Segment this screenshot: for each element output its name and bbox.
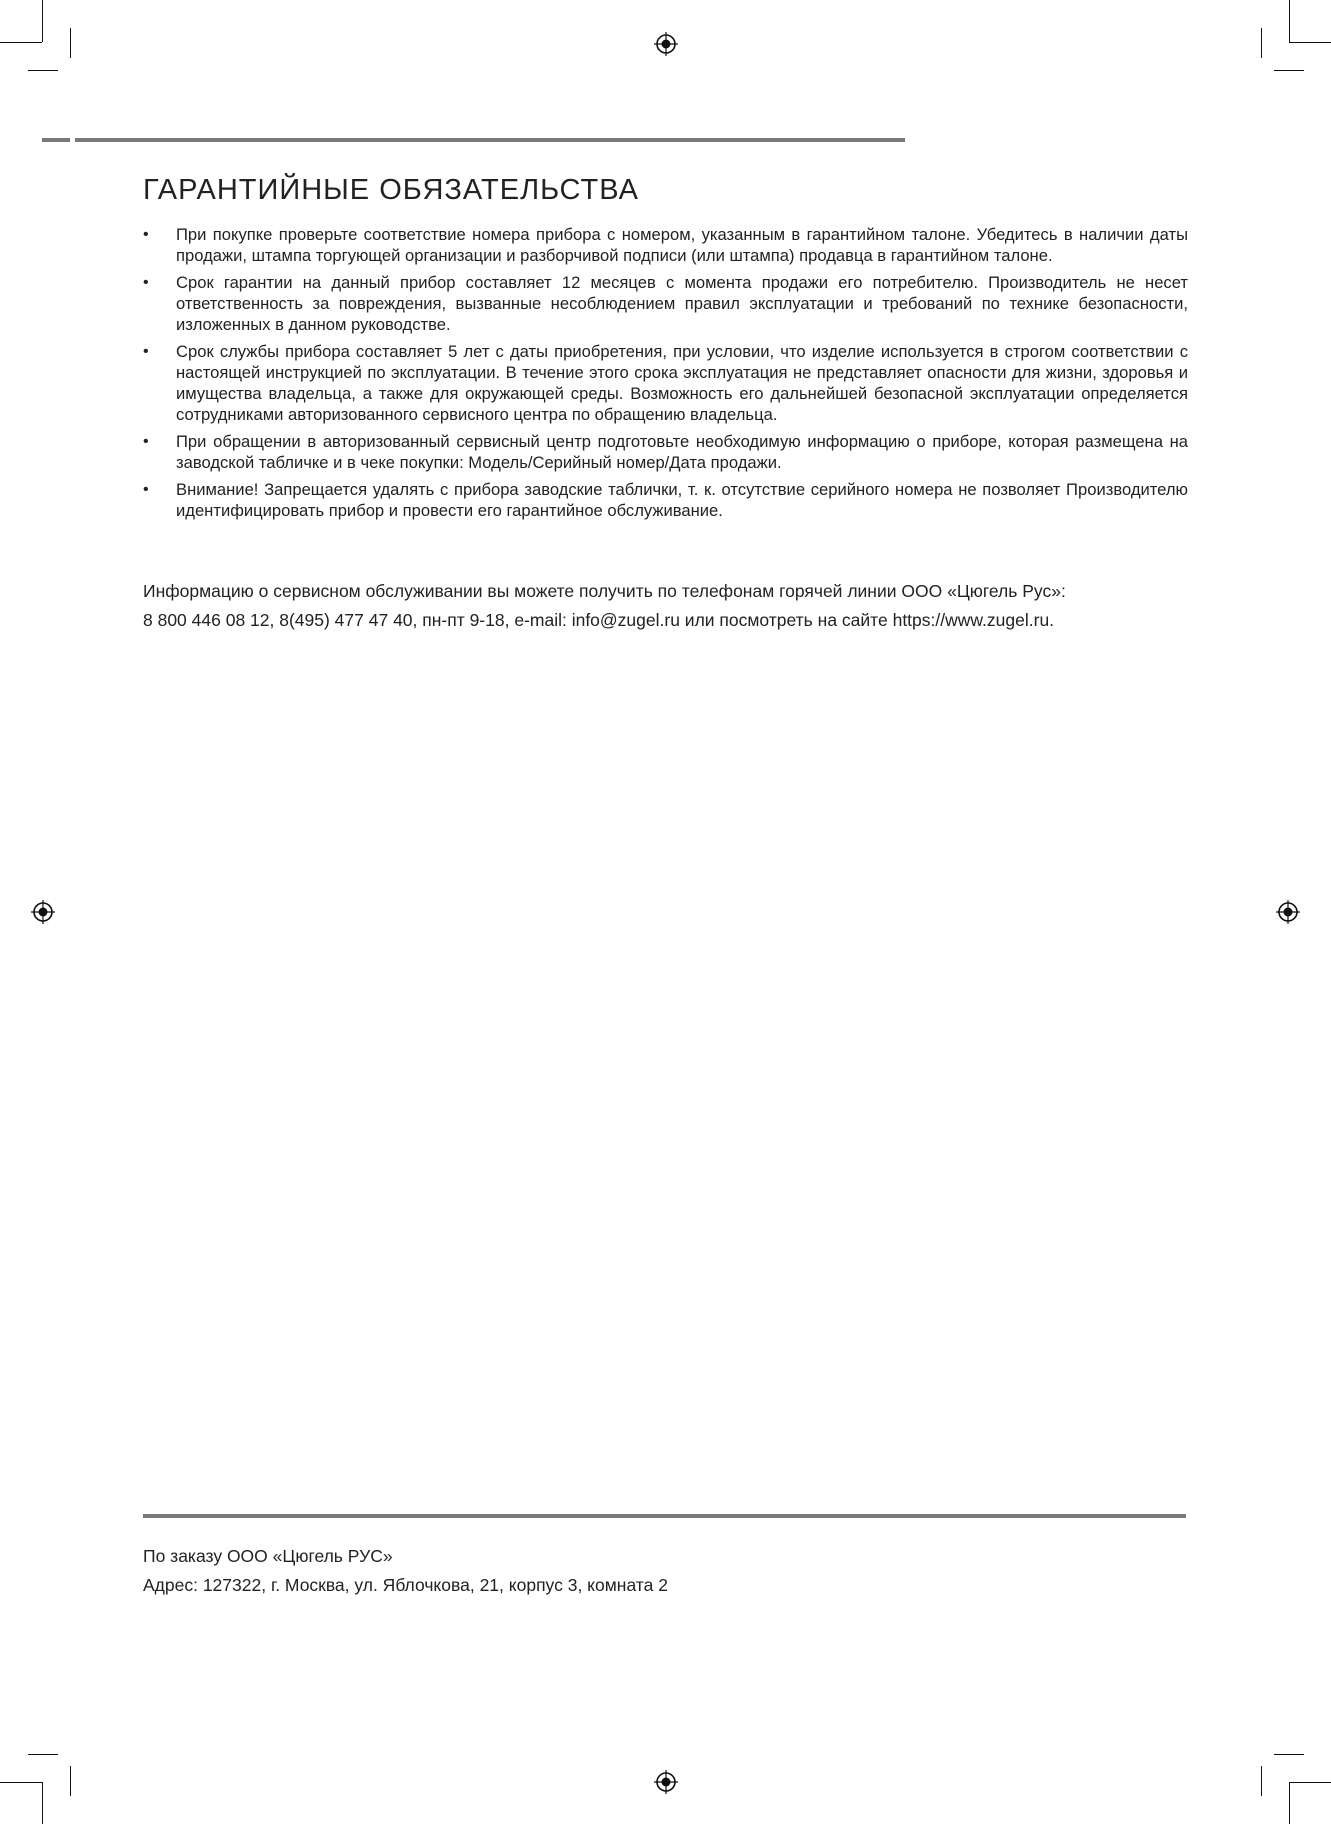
list-item-text: Срок гарантии на данный прибор составляет 12 месяцев с момента продажи его потребителю. Производитель не несет ответственность за повреждения, вызванные несоблюдением правил эксплуатации и требований по технике безопасности, изложенных в данном руководстве. [176, 273, 1188, 334]
bullet-icon: • [143, 226, 149, 243]
list-item [143, 224, 1188, 266]
list-item [143, 479, 1188, 521]
warranty-list [143, 224, 1188, 527]
crop-mark [1289, 42, 1331, 43]
crop-mark [28, 1754, 58, 1755]
crop-mark [70, 28, 71, 58]
crop-mark [0, 42, 42, 43]
list-item [143, 341, 1188, 425]
list-item-text: При обращении в авторизованный сервисный центр подготовьте необходимую информацию о приборе, которая размещена на заводской табличке и в чеке покупки: Модель/Серийный номер/Дата продажи. [176, 432, 1188, 472]
crop-mark [1289, 0, 1290, 42]
crop-mark [1289, 1782, 1290, 1824]
crop-mark [1289, 1782, 1331, 1783]
footer-order-line: По заказу ООО «Цюгель РУС» [143, 1546, 393, 1566]
crop-mark [0, 1782, 42, 1783]
crop-mark [28, 70, 58, 71]
crop-mark [1261, 28, 1262, 58]
crop-mark [70, 1766, 71, 1796]
page-title: ГАРАНТИЙНЫЕ ОБЯЗАТЕЛЬСТВА [143, 174, 639, 206]
list-item [143, 272, 1188, 335]
bullet-icon: • [143, 343, 149, 360]
bullet-icon: • [143, 481, 149, 498]
list-item-text: Срок службы прибора составляет 5 лет с даты приобретения, при условии, что изделие используется в строгом соответствии с настоящей инструкцией по эксплуатации. В течение этого срока эксплуатация не представляет опасности для жизни, здоровья и имущества владельца, а также для окружающей среды. Возможность его дальнейшей безопасной эксплуатации определяется сотрудниками авторизованного сервисного центра по обращению владельца. [176, 342, 1188, 424]
service-info [143, 577, 1243, 635]
crop-mark [1274, 1754, 1304, 1755]
list-item-text: При покупке проверьте соответствие номера прибора с номером, указанным в гарантийном талоне. Убедитесь в наличии даты продажи, штампа торгующей организации и разборчивой подписи (или штампа) продавца в гарантийном талоне. [176, 225, 1188, 265]
registration-mark-icon [654, 1770, 678, 1794]
service-contacts-line: 8 800 446 08 12, 8(495) 477 47 40, пн-пт 9-18, e-mail: info@zugel.ru или посмотреть на сайте https://www.zugel.ru. [143, 610, 1055, 630]
crop-mark [1261, 1766, 1262, 1796]
registration-mark-icon [1276, 900, 1300, 924]
bullet-icon: • [143, 433, 149, 450]
registration-mark-icon [31, 900, 55, 924]
footer [143, 1542, 668, 1600]
header-rule [75, 138, 905, 142]
service-info-line: Информацию о сервисном обслуживании вы можете получить по телефонам горячей линии ООО «Цюгель Рус»: [143, 581, 1066, 601]
footer-address-line: Адрес: 127322, г. Москва, ул. Яблочкова, 21, корпус 3, комната 2 [143, 1575, 668, 1595]
header-rule-short [42, 138, 70, 142]
crop-mark [42, 1782, 43, 1824]
footer-rule [143, 1514, 1186, 1518]
crop-mark [1274, 70, 1304, 71]
bullet-icon: • [143, 274, 149, 291]
registration-mark-icon [654, 32, 678, 56]
crop-mark [42, 0, 43, 42]
list-item-text: Внимание! Запрещается удалять с прибора заводские таблички, т. к. отсутствие серийного номера не позволяет Производителю идентифицировать прибор и провести его гарантийное обслуживание. [176, 480, 1188, 520]
list-item [143, 431, 1188, 473]
